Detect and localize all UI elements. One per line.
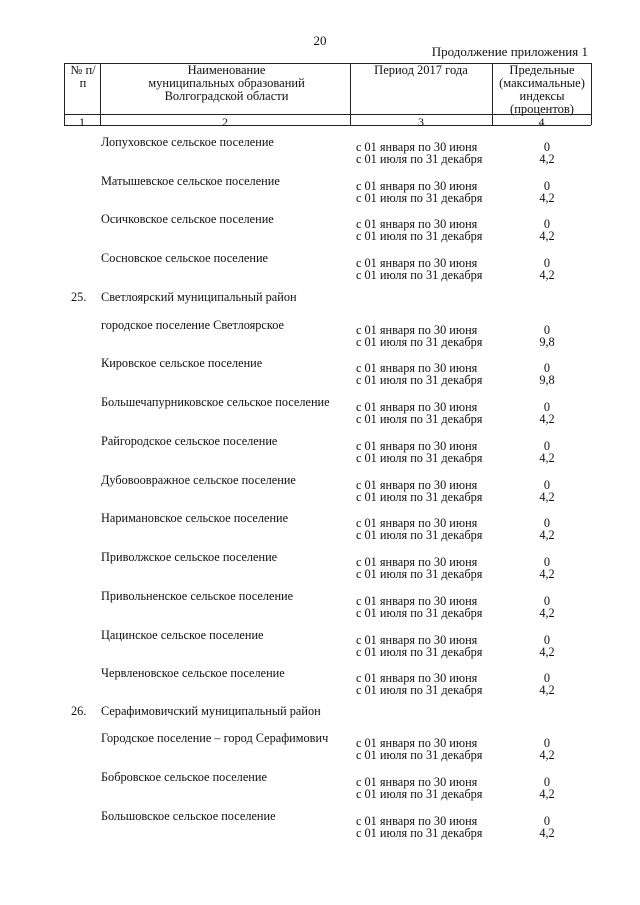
municipality-name: Бобровское сельское поселение — [101, 770, 267, 784]
period-first-half: с 01 января по 30 июня — [356, 140, 478, 154]
header-period-col: Период 2017 года — [374, 63, 468, 77]
index-first-half: 0 — [543, 633, 551, 647]
index-second-half: 4,2 — [539, 748, 555, 762]
period-second-half: с 01 июля по 31 декабря — [356, 412, 483, 426]
index-second-half: 4,2 — [539, 787, 555, 801]
period-second-half: с 01 июля по 31 декабря — [356, 191, 483, 205]
region-number: 26. — [71, 704, 87, 718]
period-second-half: с 01 июля по 31 декабря — [356, 490, 483, 504]
period-first-half: с 01 января по 30 июня — [356, 736, 478, 750]
period-first-half: с 01 января по 30 июня — [356, 814, 478, 828]
municipality-name: Кировское сельское поселение — [101, 356, 263, 370]
period-first-half: с 01 января по 30 июня — [356, 555, 478, 569]
index-first-half: 0 — [543, 323, 551, 337]
period-second-half: с 01 июля по 31 декабря — [356, 373, 483, 387]
header-name-col: Наименование муниципальных образований Волгоградской области — [148, 63, 305, 103]
index-second-half: 4,2 — [539, 567, 555, 581]
header-number-col: № п/п — [70, 63, 96, 90]
index-first-half: 0 — [543, 814, 551, 828]
column-number-3: 3 — [418, 115, 424, 129]
municipality-name: Большовское сельское поселение — [101, 809, 276, 823]
index-second-half: 4,2 — [539, 490, 555, 504]
index-first-half: 0 — [543, 439, 551, 453]
index-first-half: 0 — [543, 256, 551, 270]
index-first-half: 0 — [543, 775, 551, 789]
period-second-half: с 01 июля по 31 декабря — [356, 606, 483, 620]
period-second-half: с 01 июля по 31 декабря — [356, 748, 483, 762]
region-name: Светлоярский муниципальный район — [101, 290, 297, 304]
period-first-half: с 01 января по 30 июня — [356, 594, 478, 608]
index-first-half: 0 — [543, 478, 551, 492]
index-first-half: 0 — [543, 361, 551, 375]
index-second-half: 9,8 — [539, 373, 555, 387]
period-first-half: с 01 января по 30 июня — [356, 256, 478, 270]
column-number-1: 1 — [79, 115, 85, 129]
continuation-note: Продолжение приложения 1 — [431, 44, 588, 59]
period-second-half: с 01 июля по 31 декабря — [356, 268, 483, 282]
region-number: 25. — [71, 290, 87, 304]
period-first-half: с 01 января по 30 июня — [356, 633, 478, 647]
municipality-name: Лопуховское сельское поселение — [101, 135, 274, 149]
municipality-name: Райгородское сельское поселение — [101, 434, 278, 448]
index-second-half: 4,2 — [539, 268, 555, 282]
period-second-half: с 01 июля по 31 декабря — [356, 229, 483, 243]
municipality-name: Приволжское сельское поселение — [101, 550, 278, 564]
index-first-half: 0 — [543, 400, 551, 414]
period-second-half: с 01 июля по 31 декабря — [356, 528, 483, 542]
index-second-half: 4,2 — [539, 191, 555, 205]
period-first-half: с 01 января по 30 июня — [356, 671, 478, 685]
municipality-name: городское поселение Светлоярское — [101, 318, 284, 332]
period-first-half: с 01 января по 30 июня — [356, 179, 478, 193]
index-first-half: 0 — [543, 516, 551, 530]
municipality-name: Привольненское сельское поселение — [101, 589, 294, 603]
municipality-name: Городское поселение – город Серафимович — [101, 731, 329, 745]
period-second-half: с 01 июля по 31 декабря — [356, 152, 483, 166]
index-first-half: 0 — [543, 671, 551, 685]
column-number-4: 4 — [538, 115, 545, 129]
index-second-half: 9,8 — [539, 335, 555, 349]
index-second-half: 4,2 — [539, 229, 555, 243]
period-second-half: с 01 июля по 31 декабря — [356, 645, 483, 659]
index-second-half: 4,2 — [539, 528, 555, 542]
header-right-border — [591, 63, 592, 125]
period-second-half: с 01 июля по 31 декабря — [356, 826, 483, 840]
index-second-half: 4,2 — [539, 451, 555, 465]
period-first-half: с 01 января по 30 июня — [356, 400, 478, 414]
index-second-half: 4,2 — [539, 152, 555, 166]
index-first-half: 0 — [543, 179, 551, 193]
index-second-half: 4,2 — [539, 606, 555, 620]
municipality-name: Матышевское сельское поселение — [101, 174, 280, 188]
table-header — [64, 63, 591, 129]
municipality-name: Червленовское сельское поселение — [101, 666, 285, 680]
period-first-half: с 01 января по 30 июня — [356, 439, 478, 453]
index-second-half: 4,2 — [539, 826, 555, 840]
index-first-half: 0 — [543, 555, 551, 569]
index-first-half: 0 — [543, 736, 551, 750]
index-second-half: 4,2 — [539, 683, 555, 697]
period-first-half: с 01 января по 30 июня — [356, 478, 478, 492]
header-index-col: Предельные (максимальные) индексы (процентов) — [499, 63, 585, 116]
index-first-half: 0 — [543, 594, 551, 608]
municipality-name: Дубовоовражное сельское поселение — [101, 473, 296, 487]
period-first-half: с 01 января по 30 июня — [356, 775, 478, 789]
municipality-name: Большечапурниковское сельское поселение — [101, 395, 330, 409]
index-second-half: 4,2 — [539, 412, 555, 426]
municipality-name: Цацинское сельское поселение — [101, 628, 264, 642]
column-number-2: 2 — [222, 115, 228, 129]
index-first-half: 0 — [543, 140, 551, 154]
region-name: Серафимовичский муниципальный район — [101, 704, 321, 718]
index-second-half: 4,2 — [539, 645, 555, 659]
period-first-half: с 01 января по 30 июня — [356, 516, 478, 530]
index-first-half: 0 — [543, 217, 551, 231]
period-second-half: с 01 июля по 31 декабря — [356, 567, 483, 581]
period-second-half: с 01 июля по 31 декабря — [356, 451, 483, 465]
municipality-name: Наримановское сельское поселение — [101, 511, 289, 525]
period-second-half: с 01 июля по 31 декабря — [356, 683, 483, 697]
period-first-half: с 01 января по 30 июня — [356, 361, 478, 375]
period-second-half: с 01 июля по 31 декабря — [356, 335, 483, 349]
period-first-half: с 01 января по 30 июня — [356, 323, 478, 337]
page-number: 20 — [313, 33, 327, 48]
period-second-half: с 01 июля по 31 декабря — [356, 787, 483, 801]
municipality-name: Осичковское сельское поселение — [101, 212, 274, 226]
municipality-name: Сосновское сельское поселение — [101, 251, 268, 265]
period-first-half: с 01 января по 30 июня — [356, 217, 478, 231]
